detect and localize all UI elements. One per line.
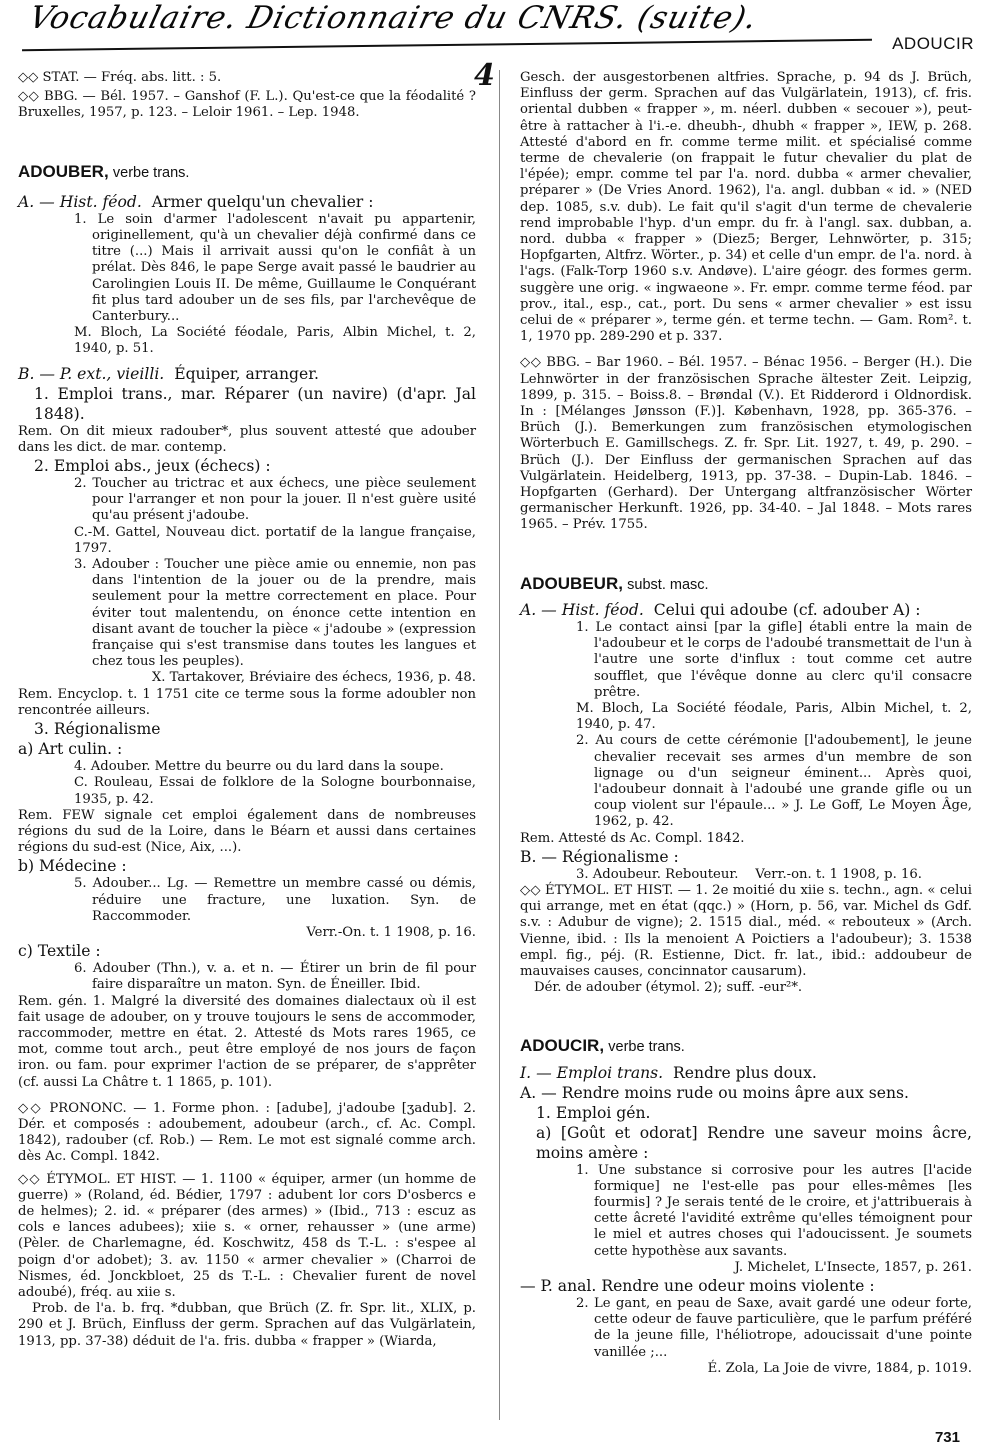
handwritten-underline [22,39,872,51]
headword-adoucir: ADOUCIR, [520,1036,605,1056]
adoubeur-sense-A-label: A. — Hist. féod. [520,600,644,619]
subsense-c: c) Textile : [18,942,101,961]
adoubeur-sense-A [520,600,972,620]
adoucir-sense-I-label: I. — Emploi trans. [520,1063,664,1082]
category-adoucir: verbe trans. [608,1039,685,1056]
sense-B-label: B. — P. ext., vieilli. [18,364,165,383]
headword-adoubeur: ADOUBEUR, [520,573,623,593]
remark-3: Rem. FEW signale cet emploi également dans de nombreuses régions du sud de la Loire, dans le Béarn et aussi dans certaines régions du sud-est (Nice, Aix, ...). [18,807,476,856]
left-column [18,70,476,1350]
sense-A-label: A. — Hist. féod. [18,192,142,211]
adoucir-example-2: 2. Le gant, en peau de Saxe, avait gardé une odeur forte, cette odeur de fauve particulière, que le parfum préféré de la jeune fille, l'héliotrope, adoucissait d'une pointe vanillée ;... [576,1295,972,1360]
example-3: 3. Adouber : Toucher une pièce amie ou ennemie, non pas dans l'intention de la jouer ou de la prendre, mais seulement pour la mettre correctement en place. Pour éviter tout malentendu, on énonce cette intention en disant avant de toucher la pièce « j'adoube » (expression française qui s'est transmise dans toutes les langues et chez tous les peuples). [74,557,476,670]
bbg-1: ◇◇ BBG. — Bél. 1957. – Ganshof (F. L.). Qu'est-ce que la féodalité ? Bruxelles, 1957, p. 123. – Leloir 1961. – Lep. 1948. [18,89,476,121]
sense-B1: 1. Emploi trans., mar. Réparer (un navire) (d'apr. Jal 1848). [34,384,476,423]
adoucir-example-1: 1. Une substance si corrosive pour les autres [l'acide formique] ne l'est-elle pas pour elles-mêmes [les fourmis] ? Je serais tenté de le croire, et j'attribuerais à cette âcreté l'avidité extrême qu'elles témoignent pour le miel et autres choses qui l'adoucissent. Je soumets cette hypothèse aux savants. [576,1162,972,1259]
etymology-prob: Prob. de l'a. b. frq. *dubban, que Brüch (Z. fr. Spr. lit., XLIX, p. 290 et J. Brüch, Einfluss der germ. Sprachen auf das Vulgärlatein, 1913, pp. 37-38) déduit de l'a. fris. dubba « frapper » (Wiarda, [18,1301,476,1349]
sense-B [18,364,476,384]
sense-B-def: Équiper, arranger. [174,364,319,383]
adoubeur-example-3-ref: Verr.-on. t. 1 1908, p. 16. [755,866,922,882]
adoubeur-sense-A-def: Celui qui adoube (cf. adouber A) : [653,600,921,619]
adoucir-example-2-ref: É. Zola, La Joie de vivre, 1884, p. 1019. [707,1360,972,1376]
remark-general: Rem. gén. 1. Malgré la diversité des domaines dialectaux où il est fait usage de adouber, on y trouve toujours le sens de accommoder, raccommoder, mettre en état. 2. Attesté ds Mots rares 1965, ce mot, comme tout arch., peut être employé de nos jours de façon iron. ou fam. pour exprimer l'action de se préparer, de s'apprêter (cf. aussi La Châtre t. 1 1865, p. 101). [18,993,476,1090]
example-1-ref: M. Bloch, La Société féodale, Paris, Albin Michel, t. 2, 1940, p. 51. [74,325,476,357]
adoucir-sense-I1: 1. Emploi gén. [536,1103,651,1122]
example-3-ref: X. Tartakover, Bréviaire des échecs, 1936, p. 48. [151,670,476,686]
adoucir-sense-I [520,1063,972,1083]
page-number: 731 [934,1429,960,1446]
example-5: 5. Adouber... Lg. — Remettre un membre cassé ou démis, réduire une fracture, une luxation. Syn. de Raccommoder. [74,876,476,924]
adoubeur-sense-B: B. — Régionalisme : [520,847,679,866]
example-6: 6. Adouber (Thn.), v. a. et n. — Étirer un brin de fil pour faire disparaître un maton. Syn. de Éneiller. Ibid. [74,961,476,993]
sense-A [18,192,476,212]
pen-mark: 4 [474,58,495,93]
category-adouber: verbe trans. [112,164,190,181]
etymology-adouber: ◇◇ ÉTYMOL. ET HIST. — 1. 1100 « équiper, armer (un homme de guerre) » (Roland, éd. Bédier, 1797 : adubent lor cors D'osbercs e de helmes); 2. id. « préparer (des armes) » (Ibid., 713 : escuz as cols e lances adubees); xiie s. « orner, rehausser » (une arme) (Pèler. de Charlemagne, éd. Koschwitz, 458 ds T.-L. : s'espee al poign d'or adobet); 3. av. 1150 « armer chevalier » (Charroi de Nismes, éd. Jonckbloet, 25 ds T.-L. : Chevalier furent de novel adoubé), fréq. au xiie s. [18,1171,476,1300]
handwritten-title-text: Vocabulaire. Dictionnaire du CNRS. (suite). [25,0,762,36]
subsense-b: b) Médecine : [18,857,127,876]
sense-B2: 2. Emploi abs., jeux (échecs) : [34,457,271,476]
running-head: ADOUCIR [892,34,974,53]
right-column [520,70,972,1377]
example-1: 1. Le soin d'armer l'adolescent n'avait pu appartenir, originellement, qu'à un chevalier déjà confirmé dans ce titre (...) Mais il arrivait aussi qu'on le confiât à un prélat. Dès 846, le pape Serge avait passé le baudrier au Carolingien Louis II. De même, Guillaume le Conquérant fit plus tard adouber un de ses fils, par l'archevêque de Canterbury... [74,211,476,325]
bbg-2: ◇◇ BBG. – Bar 1960. – Bél. 1957. – Bénac 1956. – Berger (H.). Die Lehnwörter in der französischen Sprache ältester Zeit. Leipzig, 1899, p. 315. – Boiss.8. – Brøndal (V.). Et Ridderord i Oldnordisk. In : [Mélanges Jønsson (F.)]. København, 1928, pp. 365-376. – Brüch (J.). Bemerkungen zum französischen etymologischen Wörterbuch E. Gamillschegs. Z. fr. Spr. Lit. 1927, t. 49, p. 290. – Brüch (J.). Der Einfluss der germanischen Sprachen auf das Vulgärlatein. Heidelberg, 1913, pp. 37-38. – Dupin-Lab. 1846. – Hopfgarten (Gerhard). Der Untergang altfranzösischer Wörter germanischer Herkunft. 1926, pp. 34-40. – Jal 1848. – Mots rares 1965. – Prév. 1755. [520,355,972,533]
adoubeur-etymology: ◇◇ ÉTYMOL. ET HIST. — 1. 2e moitié du xiie s. techn., agn. « celui qui arrange, met en état (qqc.) » (Horn, p. 56, var. Michel ds Gdf. s.v. : Adubur de vigne); 2. 1515 dial., méd. « rebouteux » (Arch. Vienne, ibid. : Ils la menoient A Poictiers a l'adoubeur); 3. 1538 empl. fig., péj. (R. Estienne, Dict. fr. lat., ibid.: addoubeur de mauvaises causes, concinnator causarum). [520,882,972,979]
adoucir-p-anal: — P. anal. Rendre une odeur moins violente : [520,1276,875,1295]
adoubeur-example-3 [576,867,972,883]
entry-adouber-header [18,161,476,182]
category-adoubeur: subst. masc. [627,576,709,593]
etymology-continued: Gesch. der ausgestorbenen altfries. Sprache, p. 94 ds J. Brüch, Einfluss der germ. Sprachen auf das Vulgärlatein, 1913), cf. fris. oriental dubben « frapper », m. néerl. dubben « secouer »), peut-être à rattacher à l'i.-e. dheubh-, dhubh « frapper », IEW, p. 268. Attesté d'abord en fr. comme terme milit. et spécialisé comme terme de chevalerie (on frappait le futur chevalier du plat de l'épée); empr. comme tel par l'a. nord. dubba « armer chevalier, préparer » (De Vries Anord. 1962), l'a. angl. dubban « id. » (NED dep. 1085, s.v. dub). Le fait qu'il s'agit d'un terme de chevalerie rend improbable l'hyp. d'un empr. du fr. à l'angl. sax. dubban, a. nord. dubba « frapper » (Diez5; Berger, Lehnwörter, p. 315; Hopfgarten, Altfrz. Wörter., p. 34) et celle d'un empr. de l'a. nord. à l'ags. (Falk-Torp 1960 s.v. Andøve). L'aire géogr. des formes germ. suggère une orig. « ingwaeone ». Fr. empr. comme terme féod. par prov., ital., esp., cat., port. Du sens « armer chevalier » est issu celui de « préparer », terme gén. et terme techn. — Gam. Rom². t. 1, 1970 pp. 289-290 et p. 337. [520,70,972,345]
adoubeur-example-1-ref: M. Bloch, La Société féodale, Paris, Albin Michel, t. 2, 1940, p. 47. [576,700,972,733]
example-2: 2. Toucher au trictrac et aux échecs, une pièce seulement pour l'arranger et non pour la jouer. Il n'est guère usité qu'au présent j'adoube. [74,476,476,524]
sense-A-def: Armer quelqu'un chevalier : [151,192,374,211]
sense-B3: 3. Régionalisme [34,720,161,739]
stat-line: ◇◇ STAT. — Fréq. abs. litt. : 5. [18,70,222,85]
adoubeur-example-3-text: 3. Adoubeur. Rebouteur. [576,866,739,882]
remark-1: Rem. On dit mieux radouber*, plus souvent attesté que adouber dans les dict. de mar. contemp. [18,423,476,455]
adoucir-example-1-ref: J. Michelet, L'Insecte, 1857, p. 261. [734,1259,972,1275]
example-4: 4. Adouber. Mettre du beurre ou du lard dans la soupe. [74,759,444,775]
example-4-ref: C. Rouleau, Essai de folklore de la Sologne bourbonnaise, 1935, p. 42. [74,775,476,807]
handwritten-title [22,0,872,52]
adoubeur-example-2: 2. Au cours de cette cérémonie [l'adoubement], le jeune chevalier recevait ses armes d'un membre de son lignage ou d'un seigneur éminent... Après quoi, l'adoubeur donnait à l'adoubé une grande gifle ou un coup violent sur l'épaule... » J. Le Goff, Le Moyen Âge, 1962, p. 42. [576,733,972,830]
remark-2: Rem. Encyclop. t. 1 1751 cite ce terme sous la forme adoubler non rencontrée ailleurs. [18,686,476,718]
adoubeur-remark: Rem. Attesté ds Ac. Compl. 1842. [520,830,745,846]
example-2-ref: C.-M. Gattel, Nouveau dict. portatif de la langue française, 1797. [74,524,476,556]
adoucir-subsense-a: a) [Goût et odorat] Rendre une saveur moins âcre, moins amère : [536,1123,972,1162]
adoubeur-example-1: 1. Le contact ainsi [par la gifle] établi entre la main de l'adoubeur et le corps de l'adoubé transmettait de l'un à l'autre une sorte d'influx : tout comme cet autre soufflet, que l'évêque donne au clerc qu'il consacre prêtre. [576,619,972,700]
adoucir-sense-I-def: Rendre plus doux. [673,1063,817,1082]
headword-adouber: ADOUBER, [18,161,109,181]
example-5-ref: Verr.-On. t. 1 1908, p. 16. [306,924,476,940]
subsense-a: a) Art culin. : [18,740,123,759]
adoucir-sense-IA: A. — Rendre moins rude ou moins âpre aux sens. [520,1083,909,1102]
column-divider [499,70,500,1420]
entry-adoucir-header [520,1038,972,1056]
entry-adoubeur-header [520,573,972,594]
prononciation: ◇◇ PRONONC. — 1. Forme phon. : [adube], j'adoube [ʒadub]. 2. Dér. et composés : adoubement, adoubeur (arch., cf. Ac. Compl. 1842), radouber (cf. Rob.) — Rem. Le mot est signalé comme arch. dès Ac. Compl. 1842. [18,1100,476,1165]
adoubeur-derivation: Dér. de adouber (étymol. 2); suff. -eur²*. [534,980,803,996]
